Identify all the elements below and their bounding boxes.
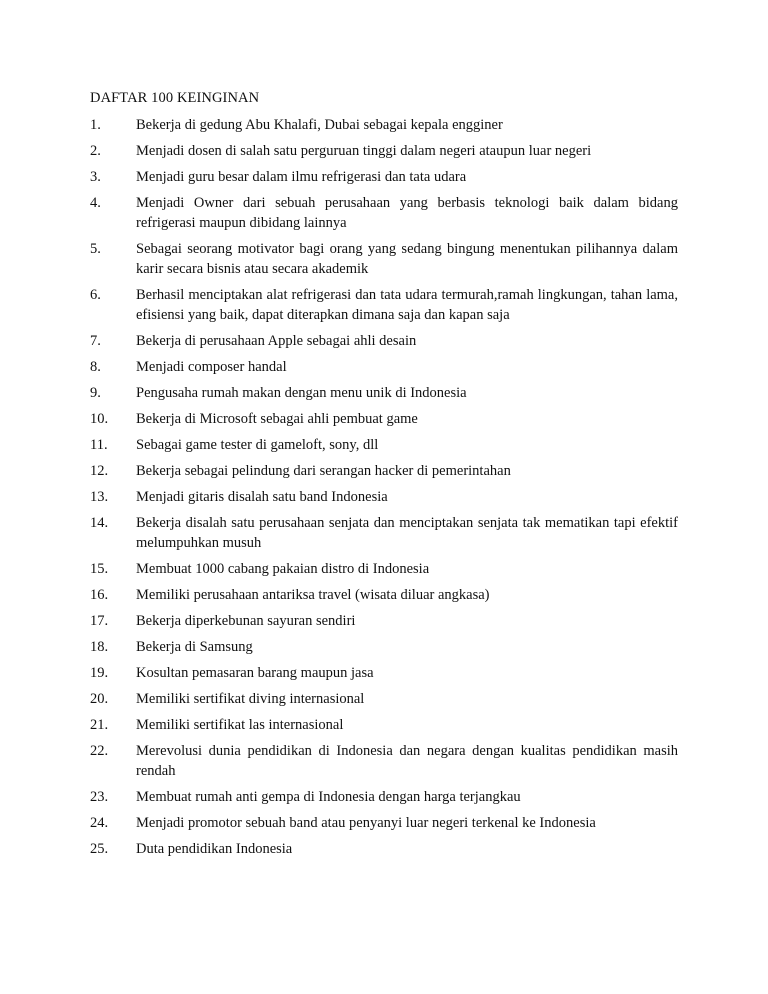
list-item: [90, 357, 678, 377]
list-item-text: Merevolusi dunia pendidikan di Indonesia dan negara dengan kualitas pendidikan masih rendah: [136, 743, 678, 779]
list-item-number: 2.: [90, 143, 101, 159]
list-item-text: Membuat rumah anti gempa di Indonesia dengan harga terjangkau: [136, 789, 521, 805]
list-item: [90, 637, 678, 657]
list-item: [90, 115, 678, 135]
list-item: [90, 487, 678, 507]
list-item-text: Bekerja sebagai pelindung dari serangan hacker di pemerintahan: [136, 463, 511, 479]
list-item-text: Menjadi composer handal: [136, 359, 287, 375]
list-item-number: 8.: [90, 359, 101, 375]
list-item-text: Membuat 1000 cabang pakaian distro di Indonesia: [136, 561, 430, 577]
list-item: [90, 513, 678, 553]
list-item-number: 11.: [90, 437, 108, 453]
list-item: [90, 167, 678, 187]
list-item: [90, 611, 678, 631]
list-item-number: 25.: [90, 841, 109, 857]
list-item: [90, 239, 678, 279]
list-item-text: Memiliki sertifikat las internasional: [136, 717, 344, 733]
list-item-number: 22.: [90, 743, 109, 759]
list-item-number: 15.: [90, 561, 109, 577]
list-item-text: Bekerja di perusahaan Apple sebagai ahli desain: [136, 333, 417, 349]
document-title: DAFTAR 100 KEINGINAN: [90, 90, 260, 106]
list-item: [90, 559, 678, 579]
list-item-number: 14.: [90, 515, 109, 531]
list-item-text: Menjadi promotor sebuah band atau penyanyi luar negeri terkenal ke Indonesia: [136, 815, 596, 831]
list-item: [90, 787, 678, 807]
list-item-text: Menjadi guru besar dalam ilmu refrigerasi dan tata udara: [136, 169, 467, 185]
list-item: [90, 741, 678, 781]
list-item-number: 1.: [90, 117, 101, 133]
list-item-number: 16.: [90, 587, 109, 603]
list-item: [90, 689, 678, 709]
list-item: [90, 409, 678, 429]
list-item-number: 6.: [90, 287, 101, 303]
list-item: [90, 435, 678, 455]
list-item: [90, 715, 678, 735]
list-item-number: 13.: [90, 489, 109, 505]
list-item-text: Menjadi dosen di salah satu perguruan tinggi dalam negeri ataupun luar negeri: [136, 143, 592, 159]
list-item-text: Memiliki perusahaan antariksa travel (wisata diluar angkasa): [136, 587, 490, 603]
list-item-text: Bekerja di Samsung: [136, 639, 253, 655]
list-item: [90, 193, 678, 233]
list-item-number: 20.: [90, 691, 109, 707]
list-item-text: Duta pendidikan Indonesia: [136, 841, 293, 857]
list-item: [90, 383, 678, 403]
list-item: [90, 663, 678, 683]
list-item-text: Menjadi Owner dari sebuah perusahaan yang berbasis teknologi baik dalam bidang refrigerasi maupun dibidang lainnya: [136, 195, 678, 231]
list-item-text: Sebagai seorang motivator bagi orang yang sedang bingung menentukan pilihannya dalam karir secara bisnis atau secara akademik: [136, 241, 678, 277]
list-item-number: 21.: [90, 717, 109, 733]
list-item-number: 19.: [90, 665, 109, 681]
wish-list: [90, 115, 678, 865]
list-item-text: Bekerja di Microsoft sebagai ahli pembuat game: [136, 411, 418, 427]
list-item-text: Pengusaha rumah makan dengan menu unik di Indonesia: [136, 385, 467, 401]
list-item-number: 18.: [90, 639, 109, 655]
list-item-number: 17.: [90, 613, 109, 629]
list-item-number: 23.: [90, 789, 109, 805]
list-item-text: Kosultan pemasaran barang maupun jasa: [136, 665, 374, 681]
list-item: [90, 461, 678, 481]
list-item-text: Berhasil menciptakan alat refrigerasi dan tata udara termurah,ramah lingkungan, tahan lama, efisiensi yang baik, dapat diterapkan dimana saja dan kapan saja: [136, 287, 678, 323]
list-item-number: 5.: [90, 241, 101, 257]
list-item: [90, 813, 678, 833]
list-item-text: Menjadi gitaris disalah satu band Indonesia: [136, 489, 388, 505]
list-item-number: 12.: [90, 463, 109, 479]
list-item-number: 10.: [90, 411, 109, 427]
list-item: [90, 331, 678, 351]
list-item: [90, 285, 678, 325]
list-item-number: 9.: [90, 385, 101, 401]
list-item: [90, 839, 678, 859]
list-item-text: Bekerja disalah satu perusahaan senjata dan menciptakan senjata tak mematikan tapi efektif melumpuhkan musuh: [136, 515, 678, 551]
list-item: [90, 141, 678, 161]
list-item-text: Sebagai game tester di gameloft, sony, dll: [136, 437, 379, 453]
list-item-number: 4.: [90, 195, 101, 211]
list-item-text: Memiliki sertifikat diving internasional: [136, 691, 365, 707]
list-item-number: 3.: [90, 169, 101, 185]
list-item-text: Bekerja di gedung Abu Khalafi, Dubai sebagai kepala engginer: [136, 117, 503, 133]
list-item-number: 24.: [90, 815, 109, 831]
list-item: [90, 585, 678, 605]
list-item-text: Bekerja diperkebunan sayuran sendiri: [136, 613, 356, 629]
list-item-number: 7.: [90, 333, 101, 349]
